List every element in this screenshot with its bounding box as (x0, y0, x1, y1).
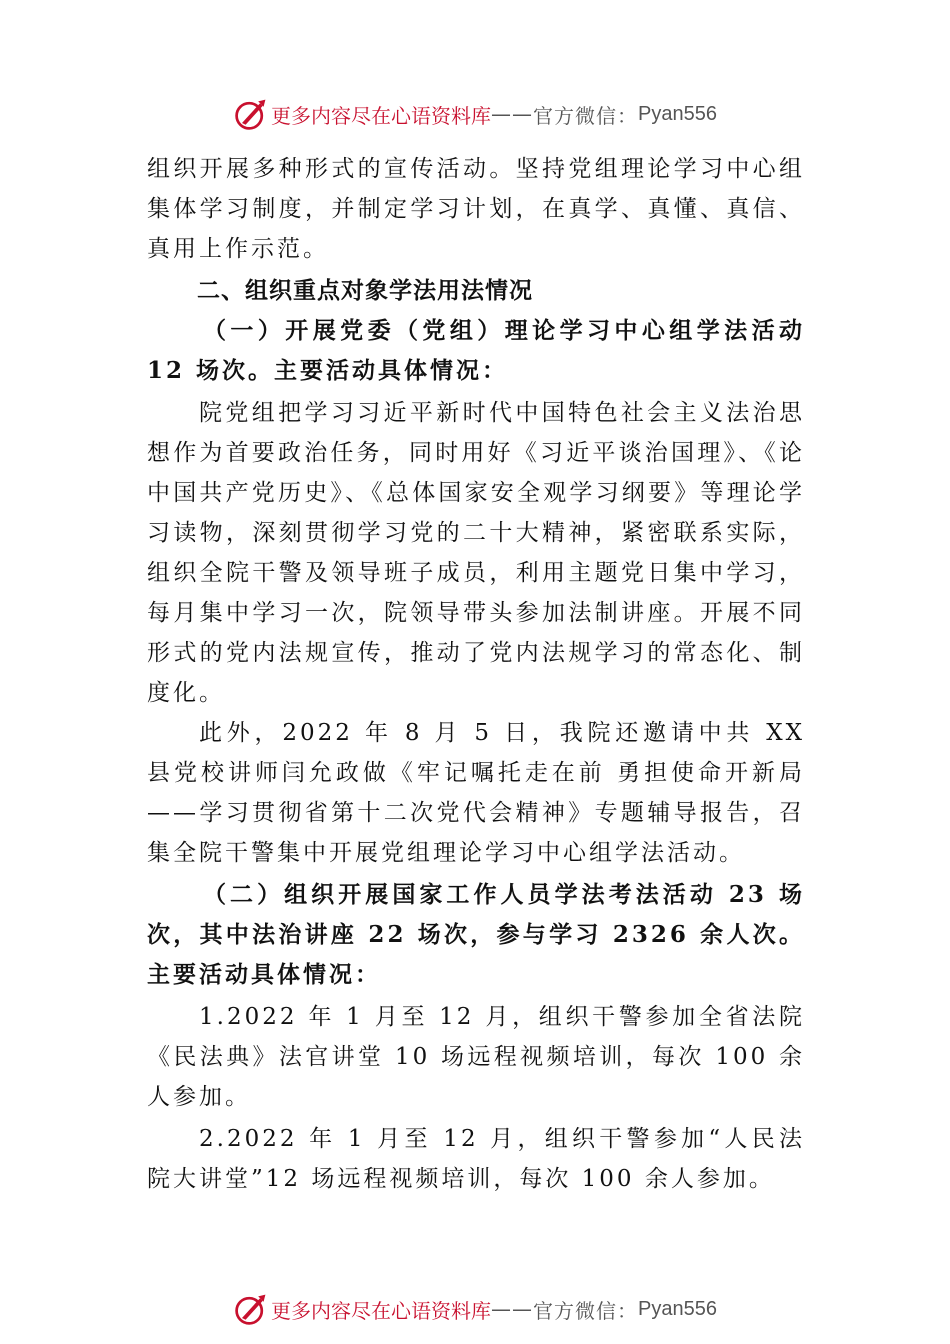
paragraph-continuation: 组织开展多种形式的宣传活动。坚持党组理论学习中心组集体学习制度，并制定学习计划，在真学、真懂、真信、真用上作示范。 (147, 156, 805, 262)
paragraph-party-study: 院党组把学习习近平新时代中国特色社会主义法治思想作为首要政治任务，同时用好《习近平谈治国理》、《论中国共产党历史》、《总体国家安全观学习纲要》等理论学习读物，深刻贯彻学习党的二十大精神，紧密联系实际，组织全院干警及领导班子成员，利用主题党日集中学习，每月集中学习一次，院领导带头参加法制讲座。开展不同形式的党内法规宣传，推动了党内法规学习的常态化、制度化。 (147, 400, 805, 706)
watermark-id: Pyan556 (638, 102, 717, 125)
header-watermark (0, 94, 950, 134)
quill-logo-icon (233, 96, 269, 132)
paragraph-lecture: 此外，2022 年 8 月 5 日，我院还邀请中共 XX 县党校讲师闫允政做《牢记嘱托走在前 勇担使命开新局——学习贯彻省第十二次党代会精神》专题辅导报告，召集全院干警集中开展党组理论学习中心组学法活动。 (147, 720, 805, 866)
watermark-channel: 官方微信： (533, 1298, 639, 1323)
footer-watermark (0, 1289, 950, 1329)
watermark-brand: 更多内容尽在心语资料库 (271, 1298, 492, 1323)
quill-logo-icon (233, 1291, 269, 1327)
watermark-id: Pyan556 (638, 1297, 717, 1320)
subsection-heading-2: （二）组织开展国家工作人员学法考法活动 23 场次，其中法治讲座 22 场次，参与学习 2326 余人次。主要活动具体情况： (147, 881, 805, 988)
subsection-heading-1: （一）开展党委（党组）理论学习中心组学法活动 12 场次。主要活动具体情况： (147, 317, 805, 384)
list-item-1: 1.2022 年 1 月至 12 月，组织干警参加全省法院《民法典》法官讲堂 10 场远程视频培训，每次 100 余人参加。 (147, 1004, 805, 1110)
list-item-2: 2.2022 年 1 月至 12 月，组织干警参加“人民法院大讲堂”12 场远程视频培训，每次 100 余人参加。 (147, 1126, 805, 1192)
watermark-dash: —— (491, 1297, 534, 1321)
watermark-dash: —— (491, 102, 534, 126)
watermark-brand: 更多内容尽在心语资料库 (271, 103, 492, 128)
document-body (147, 149, 805, 1199)
section-heading: 二、组织重点对象学法用法情况 (197, 278, 533, 304)
watermark-channel: 官方微信： (533, 103, 639, 128)
